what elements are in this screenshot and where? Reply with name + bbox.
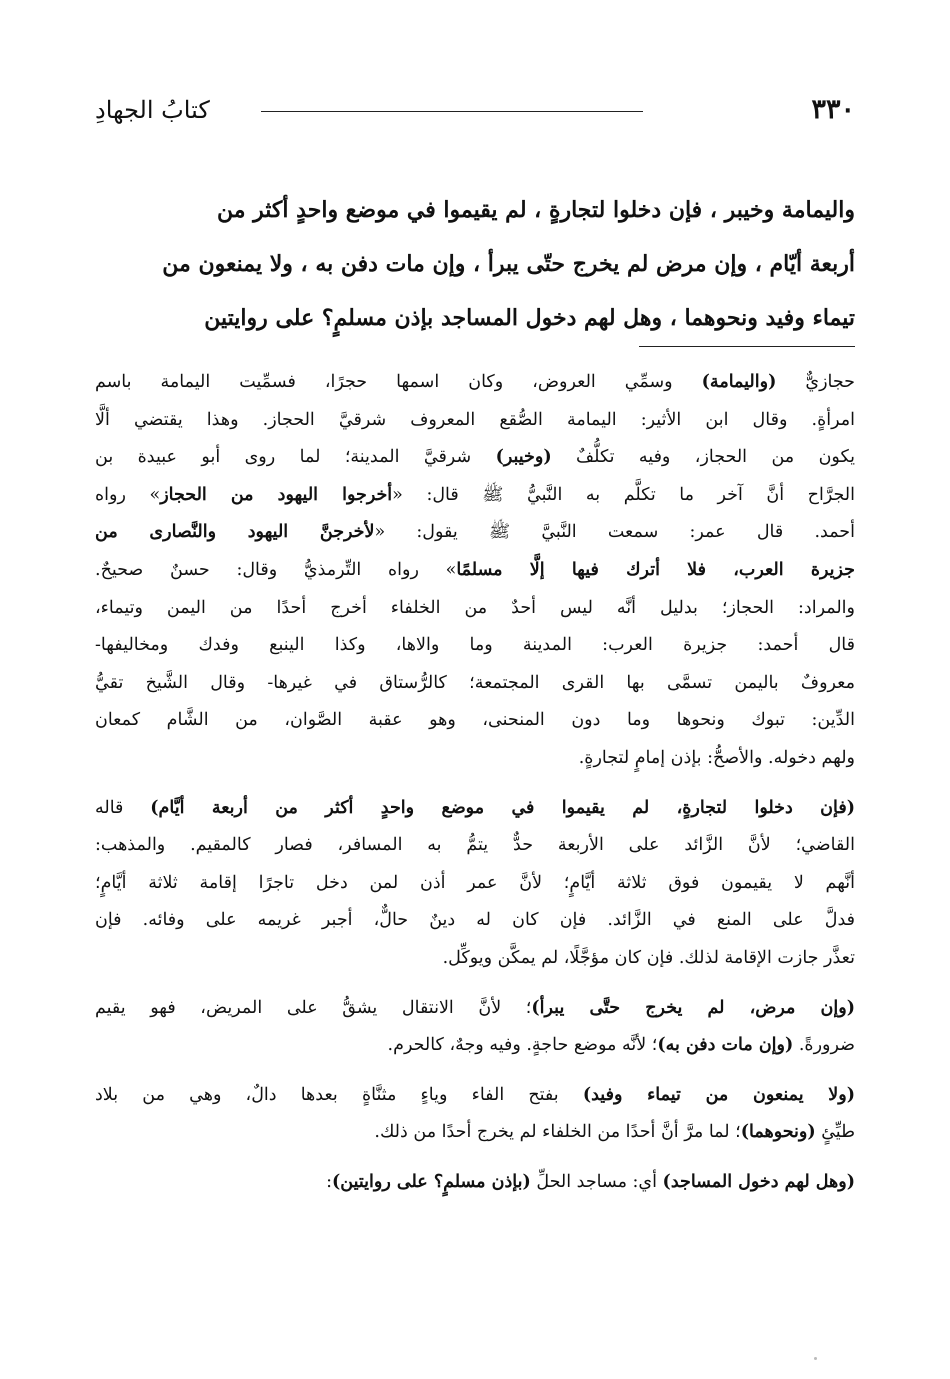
commentary-line [95, 1164, 855, 1202]
commentary-line [95, 439, 855, 477]
text-segment: يكون من الحجاز، وفيه تكلُّفٌ [551, 447, 856, 468]
quoted-matn-segment: (ونحوهما) [740, 1122, 816, 1143]
text-segment: » رواه التِّرمذيُّ وقال: حسنٌ صحيحٌ. [95, 559, 457, 580]
quoted-matn-segment: (واليمامة) [701, 372, 777, 392]
page-number: ٣٣٠ [811, 94, 855, 125]
commentary-line [95, 827, 855, 865]
text-segment: تعذَّر جازت الإقامة لذلك. فإن كان مؤجَّلًا، لم يمكَّن ويوكِّل. [442, 947, 855, 968]
scan-speck [814, 1357, 817, 1360]
text-segment: فدلَّ على المنع في الزَّائد. فإن كان له دينٌ حالٌّ، أجبر غريمه على وفائه. فإن [95, 910, 855, 931]
commentary-line [95, 790, 855, 828]
commentary-line [95, 402, 855, 440]
text-segment: » رواه [95, 484, 161, 505]
commentary-paragraph [95, 1077, 855, 1152]
commentary-line [95, 702, 855, 740]
commentary-paragraph [95, 990, 855, 1065]
text-segment: امرأةٍ. وقال ابن الأثير: اليمامة الصُّقع المعروف شرقيَّ الحجاز. وهذا يقتضي ألَّا [95, 409, 855, 430]
quoted-matn-segment: (وخيبر) [495, 447, 552, 468]
commentary-line [95, 1114, 855, 1152]
commentary-divider [639, 346, 855, 347]
text-segment: ؛ لأنَّه موضع حاجةٍ. وفيه وجهٌ، كالحرم. [387, 1035, 658, 1056]
text-segment: معروفٌ باليمن تسمَّى بها القرى المجتمعة؛ كالرُّستاق في غيرها- وقال الشَّيخ تقيُّ [95, 672, 855, 693]
text-segment: ؛ لما مرَّ أنَّ أحدًا من الخلفاء لم يخرج أحدًا من ذلك. [374, 1122, 741, 1143]
text-segment: أحمد. قال عمر: سمعت النَّبيَّ ﷺ يقول: « [374, 522, 855, 543]
quoted-matn-segment: أخرجوا اليهود من الحجاز [160, 484, 393, 505]
text-segment: ضرورةً. [793, 1035, 855, 1056]
header-rule [261, 111, 643, 112]
commentary-line [95, 552, 855, 590]
text-segment: حجازيٌّ [776, 372, 855, 392]
text-segment: أنَّهم لا يقيمون فوق ثلاثة أيَّامٍ؛ لأنَّ عمر أذن لمن دخل تاجرًا إقامة ثلاثة أيَّامٍ؛ [95, 872, 855, 893]
quoted-matn-segment: (وإن مات دفن به) [657, 1035, 794, 1056]
commentary-line [95, 665, 855, 703]
text-segment: والمراد: الحجاز؛ بدليل أنَّه ليس أحدٌ من الخلفاء أخرج أحدًا من اليمن وتيماء، [95, 597, 855, 618]
paragraph-gap [95, 778, 855, 790]
text-segment: قاله [95, 797, 151, 818]
commentary-line [95, 990, 855, 1028]
paragraph-gap [95, 978, 855, 990]
text-segment: ؛ لأنَّ الانتقال يشقُّ على المريض، فهو يقيم [95, 997, 532, 1018]
text-segment: أي: مساجد الحلِّ [530, 1171, 663, 1192]
text-segment: ولهم دخوله. والأصحُّ: بإذن إمامٍ لتجارةٍ. [578, 747, 855, 768]
commentary-line [95, 364, 855, 402]
page-header [95, 88, 855, 132]
main-text-line: أربعة أيّام ، وإن مرض لم يخرج حتّى يبرأ ، وإن مات دفن به ، ولا يمنعون من [162, 251, 855, 277]
quoted-matn-segment: (بإذن مسلمٍ؟ على روايتين) [332, 1171, 531, 1192]
commentary-line [95, 740, 855, 778]
quoted-matn-segment: (وإن مرض، لم يخرج حتَّى يبرأ) [531, 997, 855, 1018]
commentary-line [95, 940, 855, 978]
text-segment: طيِّئٍ [815, 1122, 855, 1143]
commentary-paragraph [95, 364, 855, 778]
commentary-paragraph [95, 790, 855, 978]
commentary-line [95, 1077, 855, 1115]
paragraph-gap [95, 1152, 855, 1164]
text-segment: قال أحمد: جزيرة العرب: المدينة وما والاها، وكذا الينبع وفدك ومخاليفها- [95, 635, 855, 656]
quoted-matn-segment: (ولا يمنعون من تيماء وفيد) [582, 1084, 855, 1105]
text-segment: الدِّين: تبوك ونحوها وما دون المنحنى، وهو عقبة الصَّوان، من الشَّام كمعان [95, 710, 855, 731]
text-segment: شرقيَّ المدينة؛ لما روى أبو عبيدة بن [95, 447, 496, 468]
commentary-line [95, 1027, 855, 1065]
paragraph-gap [95, 1065, 855, 1077]
commentary-line [95, 865, 855, 903]
main-text-line: واليمامة وخيبر ، فإن دخلوا لتجارةٍ ، لم يقيموا في موضع واحدٍ أكثر من [216, 197, 855, 223]
quoted-matn-segment: (فإن دخلوا لتجارةٍ، لم يقيموا في موضع واحدٍ أكثر من أربعة أيَّام) [150, 797, 855, 818]
main-text-line: تيماء وفيد ونحوهما ، وهل لهم دخول المساجد بإذن مسلمٍ؟ على روايتين [204, 305, 855, 331]
commentary-line [95, 902, 855, 940]
commentary-line [95, 477, 855, 515]
commentary [95, 364, 855, 1201]
quoted-matn-segment: لأخرجنَّ اليهود والنَّصارى من [95, 522, 375, 543]
text-segment: وسمِّي العروض، وكان اسمها حجرًا، فسمِّيت اليمامة باسم [95, 372, 702, 392]
quoted-matn-segment: (وهل لهم دخول المساجد) [662, 1171, 855, 1192]
text-segment: القاضي؛ لأنَّ الزَّائد على الأربعة حدٌّ يتمُّ به المسافر، فصار كالمقيم. والمذهب: [95, 835, 855, 856]
commentary-line [95, 514, 855, 552]
commentary-line [95, 590, 855, 628]
running-title: كتابُ الجهادِ [95, 96, 210, 124]
text-segment: بفتح الفاء وياءٍ مثنَّاةٍ بعدها دالٌ، وهي من بلاد [95, 1084, 583, 1105]
commentary-paragraph [95, 1164, 855, 1202]
main-text [95, 186, 855, 348]
quoted-matn-segment: جزيرة العرب، فلا أترك فيها إلَّا مسلمًا [456, 559, 856, 580]
text-segment: الجرَّاح أنَّ آخر ما تكلَّم به النَّبيُّ ﷺ قال: « [392, 484, 855, 505]
commentary-line [95, 627, 855, 665]
text-segment: : [326, 1171, 333, 1192]
